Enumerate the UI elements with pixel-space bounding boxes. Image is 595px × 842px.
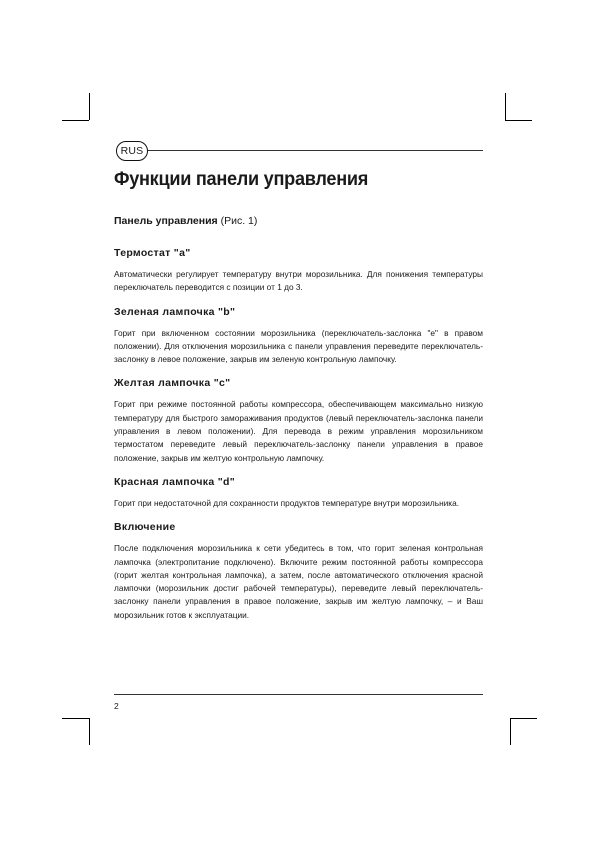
crop-mark-top-left-horizontal bbox=[62, 120, 89, 121]
crop-mark-top-right-vertical bbox=[505, 93, 506, 120]
crop-mark-bottom-right-horizontal bbox=[510, 718, 537, 719]
page-title: Функции панели управления bbox=[114, 168, 369, 190]
section-text: После подключения морозильника к сети убедитесь в том, что горит зеленая контрольная лампочка (электропитание подключено). Включите режим постоянной работы компрессора (горит желтая контрольная лампочка), а затем, после автоматического отключения красной лампочки (морозильник достиг рабочей температуры), переведите левый переключатель-заслонку панели управления в правое положение, закрыв им желтую лампочку, – и Ваш морозильник готов к эксплуатации. bbox=[114, 543, 483, 620]
panel-heading-figure-ref: (Рис. 1) bbox=[217, 215, 258, 227]
section-text: Автоматически регулирует температуру внутри морозильника. Для понижения температуры переключатель переводится с позиции от 1 до 3. bbox=[114, 269, 483, 293]
section-title: Желтая лампочка "c" bbox=[114, 377, 231, 390]
page-number: 2 bbox=[114, 701, 119, 711]
language-badge: RUS bbox=[116, 141, 148, 161]
crop-mark-bottom-right-vertical bbox=[510, 718, 511, 745]
section-title: Термостат "a" bbox=[114, 247, 191, 259]
crop-mark-top-left-vertical bbox=[89, 93, 90, 120]
main-content bbox=[114, 214, 483, 632]
section-switching-on bbox=[114, 520, 483, 622]
section-thermostat bbox=[114, 246, 483, 295]
crop-mark-bottom-left-vertical bbox=[89, 718, 90, 745]
section-yellow-lamp bbox=[114, 376, 483, 464]
section-title: Зеленая лампочка "b" bbox=[114, 305, 236, 318]
crop-mark-top-right-horizontal bbox=[505, 120, 532, 121]
section-red-lamp bbox=[114, 475, 483, 510]
panel-heading bbox=[114, 214, 483, 228]
header-rule bbox=[148, 150, 483, 151]
section-text: Горит при режиме постоянной работы компрессора, обеспечивающем максимально низкую температуру для быстрого замораживания продуктов (левый переключатель-заслонка панели управления в левом положении). Для перевода в режим управления морозильником термостатом переведите левый переключатель-заслонку панели управления в правое положение, закрыв им желтую контрольную лампочку. bbox=[114, 399, 483, 463]
section-text: Горит при недостаточной для сохранности продуктов температуре внутри морозильника. bbox=[114, 497, 460, 508]
crop-mark-bottom-left-horizontal bbox=[62, 718, 89, 719]
section-text: Горит при включенном состоянии морозильника (переключатель-заслонка "e" в правом положении). Для отключения морозильника с панели управления переведите переключатель-заслонку в левое положение, закрыв им зеленую контрольную лампочку. bbox=[114, 327, 483, 365]
footer-rule bbox=[114, 694, 483, 695]
section-green-lamp bbox=[114, 305, 483, 367]
panel-heading-bold: Панель управления bbox=[114, 215, 218, 227]
section-title: Красная лампочка "d" bbox=[114, 475, 235, 488]
section-title: Включение bbox=[114, 521, 176, 534]
